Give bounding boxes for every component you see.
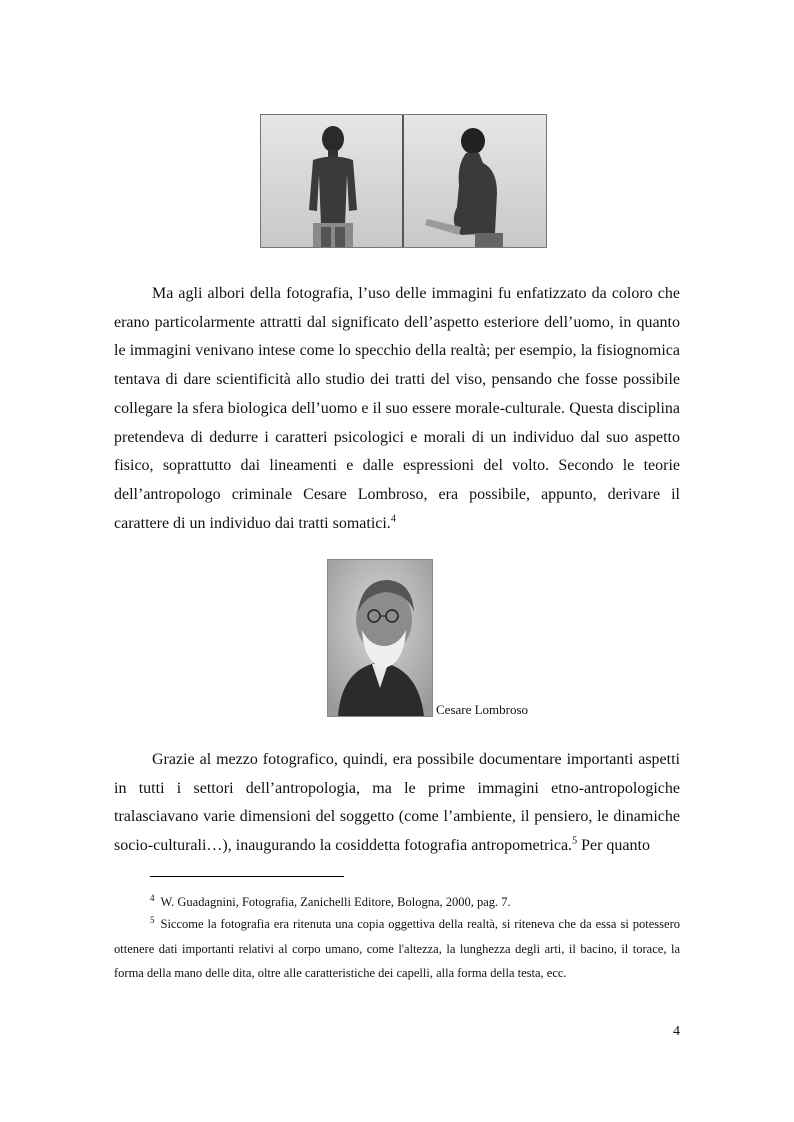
body-paragraph-1 (114, 280, 680, 538)
body-paragraph-2 (114, 746, 680, 861)
footnote-5 (114, 912, 680, 986)
anthropometric-photo-drawing (261, 115, 546, 247)
footnote-separator (150, 876, 344, 877)
page-number: 4 (673, 1024, 680, 1039)
paragraph-1-text: Ma agli albori della fotografia, l’uso delle immagini fu enfatizzato da coloro che erano particolarmente attratti dal significato dell’aspetto esteriore dell’uomo, in quanto le immagini venivano intese come lo specchio della realtà; per esempio, la fisiognomica tentava di dare scientificità allo studio dei tratti del viso, pensando che fosse possibile collegare la sfera biologica dell’uomo e il suo essere morale-culturale. Questa disciplina pretendeva di dedurre i caratteri psicologici e morali di un individuo dal suo aspetto fisico, soprattutto dai lineamenti e dalle espressioni del volto. Secondo le teorie dell’antropologo criminale Cesare Lombroso, era possibile, appunto, derivare il carattere di un individuo dai tratti somatici. (114, 285, 680, 532)
anthropometric-photo (260, 114, 547, 248)
lombroso-portrait-drawing (328, 560, 432, 716)
lombroso-portrait (327, 559, 433, 717)
paragraph-2-text-after: Per quanto (577, 837, 650, 855)
footnote-ref-4[interactable]: 4 (390, 513, 396, 525)
footnote-4 (114, 890, 716, 915)
footnote-ref-5[interactable]: 5 (572, 835, 578, 847)
footnote-5-number: 5 (150, 914, 155, 925)
footnote-5-text: Siccome la fotografia era ritenuta una copia oggettiva della realtà, si riteneva che da essa si potessero ottenere dati importanti relativi al corpo umano, come l'altezza, la lunghezza degli arti, il bacino, il torace, la forma della mano delle dita, oltre alle caratteristiche dei capelli, alla forma della testa, ecc. (114, 917, 680, 980)
paragraph-2-text: Grazie al mezzo fotografico, quindi, era possibile documentare importanti aspetti in tutti i settori dell’antropologia, ma le prime immagini etno-antropologiche tralasciavano varie dimensioni del soggetto (come l’ambiente, il pensiero, le dinamiche socio-culturali…), inaugurando la cosiddetta fotografia antropometrica. (114, 751, 680, 855)
footnote-4-text: W. Guadagnini, Fotografia, Zanichelli Editore, Bologna, 2000, pag. 7. (160, 895, 511, 909)
portrait-caption: Cesare Lombroso (436, 702, 529, 717)
footnote-4-number: 4 (150, 892, 155, 903)
